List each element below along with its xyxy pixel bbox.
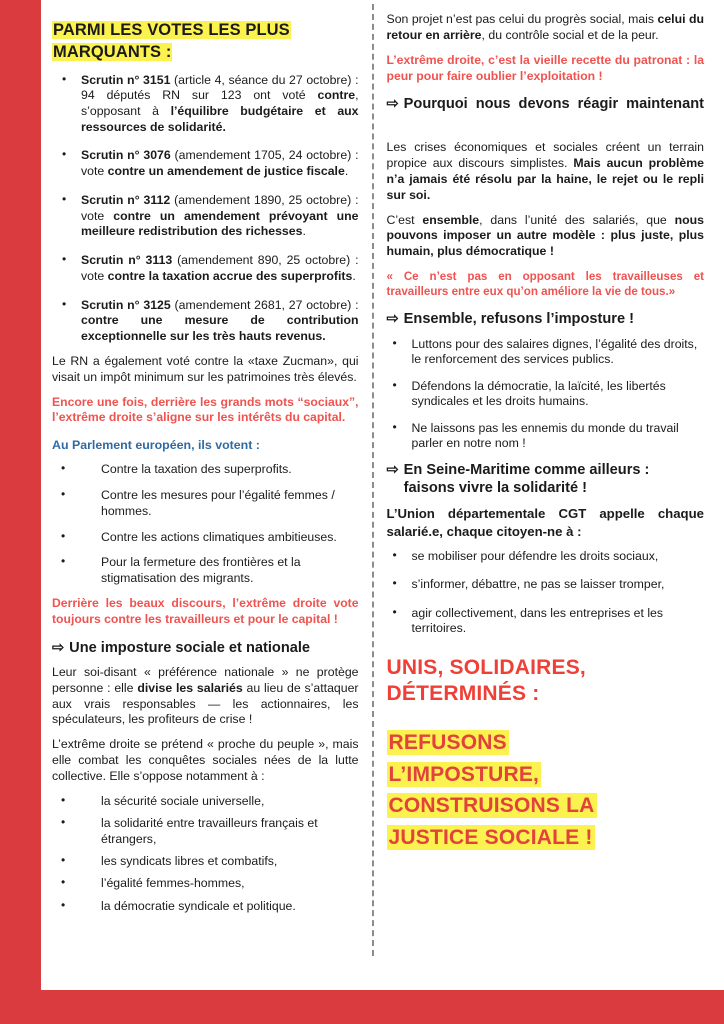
heading-ensemble-refusons bbox=[387, 310, 704, 328]
imposture-paragraph-2: L’extrême droite se prétend « proche du peuple », mais elle combat les conquêtes sociales nées de la lutte collective. Elle s’oppose notamment à : bbox=[52, 737, 359, 784]
heading-text: Ensemble, refusons l’imposture ! bbox=[403, 311, 634, 328]
right-column bbox=[375, 0, 724, 990]
arrow-right-icon: ⇨ bbox=[386, 311, 399, 328]
arrow-right-icon: ⇨ bbox=[386, 461, 399, 478]
intro-b: celui du retour en arrière bbox=[386, 12, 704, 42]
slogan-hl-line-1: REFUSONS bbox=[388, 730, 507, 754]
heading-seine-maritime bbox=[387, 461, 704, 498]
list-item: • se mobiliser pour défendre les droits sociaux, bbox=[387, 549, 704, 564]
scrutin-lead: Scrutin n° 3076 bbox=[81, 148, 171, 163]
list-item: • la démocratie syndicale et politique. bbox=[52, 899, 359, 914]
list-item bbox=[52, 298, 359, 345]
slogan-hl-line-3: CONSTRUISONS LA bbox=[388, 794, 595, 818]
left-column-title bbox=[52, 20, 359, 64]
imposture-paragraph-1 bbox=[52, 665, 359, 728]
imposture-p1-a: Leur soi-disant « préférence nationale » ne protège personne : elle bbox=[52, 664, 359, 695]
title-line-2: MARQUANTS : bbox=[53, 42, 172, 61]
heading-text bbox=[404, 461, 704, 498]
list-item bbox=[52, 148, 359, 179]
ensemble-b: ensemble bbox=[422, 212, 480, 227]
quote-callout: « Ce n’est pas en opposant les travailleuses et travailleurs entre eux qu’on améliore la vie de tous.» bbox=[386, 270, 704, 299]
slogan-hl-line-2: L’IMPOSTURE, bbox=[388, 762, 540, 786]
scrutin-plain-1: (amendement 1890, 25 octobre) : vote bbox=[81, 192, 359, 223]
heading-pourquoi-reagir bbox=[387, 95, 704, 132]
ensemble-paragraph bbox=[387, 213, 704, 261]
crises-a: Les crises économiques et sociales créent un terrain propice aux discours simplistes. bbox=[386, 140, 704, 171]
imposture-p1-b: divise les salariés bbox=[137, 680, 243, 695]
list-item: • les syndicats libres et combatifs, bbox=[52, 854, 359, 869]
scrutin-lead: Scrutin n° 3113 bbox=[81, 253, 173, 268]
scrutin-bold-1: contre une mesure de contribution exceptionnelle sur les très hauts revenus. bbox=[81, 313, 359, 344]
blue-heading-parlement-europeen: Au Parlement européen, ils votent : bbox=[52, 438, 260, 453]
slogan-hl-line-4-wrap bbox=[387, 822, 704, 854]
heading-seine-line-1: En Seine-Maritime comme ailleurs : bbox=[403, 461, 650, 478]
content-panel bbox=[41, 0, 724, 990]
heading-seine-line-2: faisons vivre la solidarité ! bbox=[403, 479, 587, 496]
crises-b: Mais aucun problème n’a jamais été résolu par la haine, le rejet ou le repli sur soi. bbox=[386, 156, 705, 202]
arrow-right-icon: ⇨ bbox=[52, 639, 65, 656]
ensemble-c: , dans l’unité des salariés, que bbox=[479, 212, 675, 227]
title-line-1: PARMI LES VOTES LES PLUS bbox=[53, 21, 290, 39]
scrutin-bold-1: contre la taxation accrue des superprofits bbox=[107, 268, 353, 283]
list-item: • Défendons la démocratie, la laïcité, les libertés syndicales et les droits humains. bbox=[387, 379, 704, 410]
scrutin-plain-1: (amendement 890, 25 octobre) : vote bbox=[81, 253, 359, 283]
scrutin-plain-1: (article 4, séance du 27 octobre) : 94 députés RN sur 123 ont voté bbox=[81, 72, 359, 103]
scrutins-list bbox=[52, 73, 359, 345]
crises-paragraph bbox=[387, 140, 704, 203]
heading-text: Pourquoi nous devons réagir maintenant bbox=[403, 96, 704, 113]
heading-imposture-sociale bbox=[52, 639, 359, 657]
list-item: • Pour la fermeture des frontières et la stigmatisation des migrants. bbox=[52, 555, 359, 586]
list-item: • agir collectivement, dans les entreprises et les territoires. bbox=[387, 606, 704, 637]
scrutin-bold-1: contre un amendement prévoyant une meilleure redistribution des richesses bbox=[81, 208, 359, 239]
intro-a: Son projet n’est pas celui du progrès social, mais bbox=[386, 12, 658, 26]
list-item bbox=[52, 193, 359, 240]
intro-c: , du contrôle social et de la peur. bbox=[481, 27, 659, 42]
list-item: • Contre les mesures pour l’égalité femmes / hommes. bbox=[52, 488, 359, 519]
union-departementale-lead: L’Union départementale CGT appelle chaque salarié.e, chaque citoyen-ne à : bbox=[386, 506, 704, 539]
list-item: • Ne laissons pas les ennemis du monde du travail parler en notre nom ! bbox=[387, 421, 704, 452]
list-item: • l’égalité femmes-hommes, bbox=[52, 876, 359, 891]
zucman-paragraph: Le RN a également voté contre la «taxe Zucman», qui visait un impôt minimum sur les patrimoines très élevés. bbox=[52, 353, 359, 384]
slogan-hl-line-1-wrap bbox=[387, 727, 704, 759]
heading-text: Une imposture sociale et nationale bbox=[69, 639, 311, 656]
intro-paragraph bbox=[387, 12, 704, 44]
left-column bbox=[41, 0, 372, 990]
red-callout-vieille-recette: L’extrême droite, c’est la vieille recette du patronat : la peur pour faire oublier l’exploitation ! bbox=[386, 52, 704, 83]
scrutin-lead: Scrutin n° 3125 bbox=[81, 297, 171, 312]
ensemble-a: C’est bbox=[386, 212, 423, 227]
list-item: • la sécurité sociale universelle, bbox=[52, 794, 359, 809]
imposture-p1-c: au lieu de s’attaquer aux vrais responsables — les actionnaires, les spéculateurs, les profiteurs de crise ! bbox=[52, 680, 359, 727]
scrutin-plain-2: , s’opposant à bbox=[81, 88, 359, 118]
scrutin-plain-2: . bbox=[352, 268, 356, 283]
slogan-unis-solidaires bbox=[387, 655, 704, 707]
union-actions-list bbox=[387, 549, 704, 637]
list-item: • s’informer, débattre, ne pas se laisser tromper, bbox=[387, 577, 704, 592]
scrutin-bold-2: l’équilibre budgétaire et aux ressources de solidarité. bbox=[81, 104, 359, 134]
scrutin-bold-1: contre un amendement de justice fiscale bbox=[107, 164, 345, 179]
list-item: • Contre les actions climatiques ambitieuses. bbox=[52, 530, 359, 546]
slogan-hl-line-3-wrap bbox=[387, 790, 704, 822]
slogan-line-2: DÉTERMINÉS : bbox=[386, 681, 540, 705]
slogan-refusons-imposture bbox=[387, 727, 704, 855]
ensemble-d: nous pouvons imposer un autre modèle : plus juste, plus humain, plus démocratique ! bbox=[386, 212, 704, 259]
list-item: • Contre la taxation des superprofits. bbox=[52, 462, 359, 478]
scrutin-plain-1: (amendement 1705, 24 octobre) : vote bbox=[81, 148, 359, 179]
arrow-right-icon: ⇨ bbox=[386, 96, 399, 113]
red-callout-aligne-capital: Encore une fois, derrière les grands mots “sociaux”, l’extrême droite s’aligne sur les intérêts du capital. bbox=[52, 394, 359, 425]
scrutin-plain-2: . bbox=[344, 164, 349, 179]
list-item: • la solidarité entre travailleurs français et étrangers, bbox=[52, 816, 359, 847]
scrutin-lead: Scrutin n° 3112 bbox=[81, 192, 171, 207]
list-item bbox=[52, 253, 359, 284]
slogan-hl-line-4: JUSTICE SOCIALE ! bbox=[388, 826, 593, 850]
slogan-line-1: UNIS, SOLIDAIRES, bbox=[386, 655, 586, 679]
list-item bbox=[52, 73, 359, 136]
list-item: • Luttons pour des salaires dignes, l’égalité des droits, le renforcement des services publics. bbox=[387, 337, 704, 368]
europe-votes-list bbox=[52, 462, 359, 586]
refusons-list bbox=[387, 337, 704, 452]
oppositions-list bbox=[52, 794, 359, 914]
scrutin-bold-1: contre bbox=[317, 88, 356, 103]
slogan-hl-line-2-wrap bbox=[387, 759, 704, 791]
scrutin-plain-2: . bbox=[302, 224, 306, 239]
scrutin-plain-1: (amendement 2681, 27 octobre) : bbox=[170, 297, 359, 312]
red-callout-beaux-discours: Derrière les beaux discours, l’extrême droite vote toujours contre les travailleurs et pour le capital ! bbox=[52, 595, 359, 626]
scrutin-lead: Scrutin n° 3151 bbox=[81, 72, 171, 87]
